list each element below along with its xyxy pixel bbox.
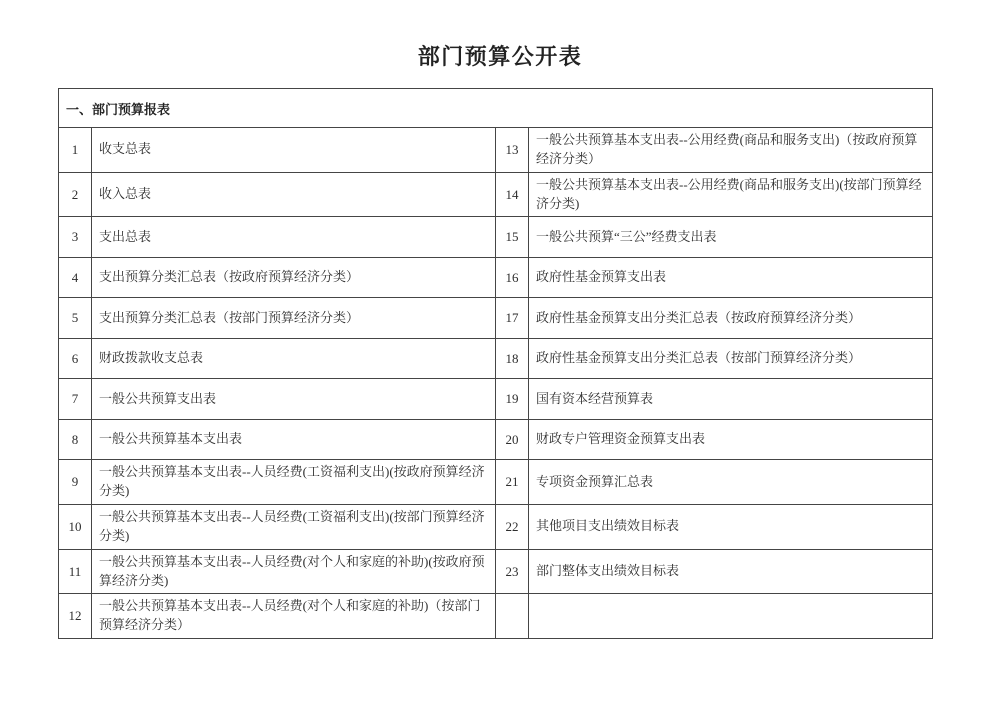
- report-name-cell: [529, 594, 933, 639]
- section-header-row: [59, 89, 933, 128]
- row-number-cell: 6: [59, 338, 92, 379]
- table-row: [59, 505, 933, 550]
- row-number-cell: 11: [59, 549, 92, 594]
- table-row: [59, 257, 933, 298]
- report-name-cell: 国有资本经营预算表: [529, 379, 933, 420]
- row-number-cell: 10: [59, 505, 92, 550]
- report-name-cell: 一般公共预算基本支出表: [92, 419, 496, 460]
- row-number-cell: 14: [496, 172, 529, 217]
- row-number-cell: 9: [59, 460, 92, 505]
- report-name-cell: 政府性基金预算支出分类汇总表（按政府预算经济分类）: [529, 298, 933, 339]
- row-number-cell: 8: [59, 419, 92, 460]
- report-name-cell: 一般公共预算基本支出表--公用经费(商品和服务支出)（按政府预算经济分类）: [529, 128, 933, 173]
- table-row: [59, 549, 933, 594]
- table-row: [59, 172, 933, 217]
- budget-table-body: [59, 89, 933, 639]
- report-name-cell: 财政专户管理资金预算支出表: [529, 419, 933, 460]
- report-name-cell: 财政拨款收支总表: [92, 338, 496, 379]
- report-name-cell: 政府性基金预算支出表: [529, 257, 933, 298]
- table-row: [59, 128, 933, 173]
- row-number-cell: 4: [59, 257, 92, 298]
- report-name-cell: 支出预算分类汇总表（按政府预算经济分类）: [92, 257, 496, 298]
- row-number-cell: 15: [496, 217, 529, 258]
- row-number-cell: [496, 594, 529, 639]
- report-name-cell: 支出预算分类汇总表（按部门预算经济分类）: [92, 298, 496, 339]
- report-name-cell: 支出总表: [92, 217, 496, 258]
- row-number-cell: 21: [496, 460, 529, 505]
- row-number-cell: 23: [496, 549, 529, 594]
- budget-report-table: [58, 88, 933, 639]
- table-row: [59, 379, 933, 420]
- row-number-cell: 18: [496, 338, 529, 379]
- row-number-cell: 16: [496, 257, 529, 298]
- row-number-cell: 17: [496, 298, 529, 339]
- report-name-cell: 政府性基金预算支出分类汇总表（按部门预算经济分类）: [529, 338, 933, 379]
- table-row: [59, 419, 933, 460]
- report-name-cell: 一般公共预算基本支出表--人员经费(对个人和家庭的补助)(按政府预算经济分类): [92, 549, 496, 594]
- row-number-cell: 13: [496, 128, 529, 173]
- report-name-cell: 一般公共预算基本支出表--人员经费(对个人和家庭的补助)（按部门预算经济分类）: [92, 594, 496, 639]
- report-name-cell: 部门整体支出绩效目标表: [529, 549, 933, 594]
- row-number-cell: 7: [59, 379, 92, 420]
- report-name-cell: 其他项目支出绩效目标表: [529, 505, 933, 550]
- row-number-cell: 3: [59, 217, 92, 258]
- report-name-cell: 一般公共预算支出表: [92, 379, 496, 420]
- row-number-cell: 2: [59, 172, 92, 217]
- report-name-cell: 一般公共预算基本支出表--公用经费(商品和服务支出)(按部门预算经济分类): [529, 172, 933, 217]
- row-number-cell: 5: [59, 298, 92, 339]
- section-header: 一、部门预算报表: [59, 89, 933, 128]
- row-number-cell: 22: [496, 505, 529, 550]
- report-name-cell: 收支总表: [92, 128, 496, 173]
- report-name-cell: 专项资金预算汇总表: [529, 460, 933, 505]
- row-number-cell: 20: [496, 419, 529, 460]
- page-title: 部门预算公开表: [417, 44, 583, 69]
- table-row: [59, 594, 933, 639]
- row-number-cell: 1: [59, 128, 92, 173]
- row-number-cell: 12: [59, 594, 92, 639]
- table-row: [59, 217, 933, 258]
- report-name-cell: 一般公共预算基本支出表--人员经费(工资福利支出)(按政府预算经济分类): [92, 460, 496, 505]
- table-row: [59, 298, 933, 339]
- table-row: [59, 460, 933, 505]
- table-row: [59, 338, 933, 379]
- report-name-cell: 一般公共预算“三公”经费支出表: [529, 217, 933, 258]
- row-number-cell: 19: [496, 379, 529, 420]
- report-name-cell: 收入总表: [92, 172, 496, 217]
- report-name-cell: 一般公共预算基本支出表--人员经费(工资福利支出)(按部门预算经济分类): [92, 505, 496, 550]
